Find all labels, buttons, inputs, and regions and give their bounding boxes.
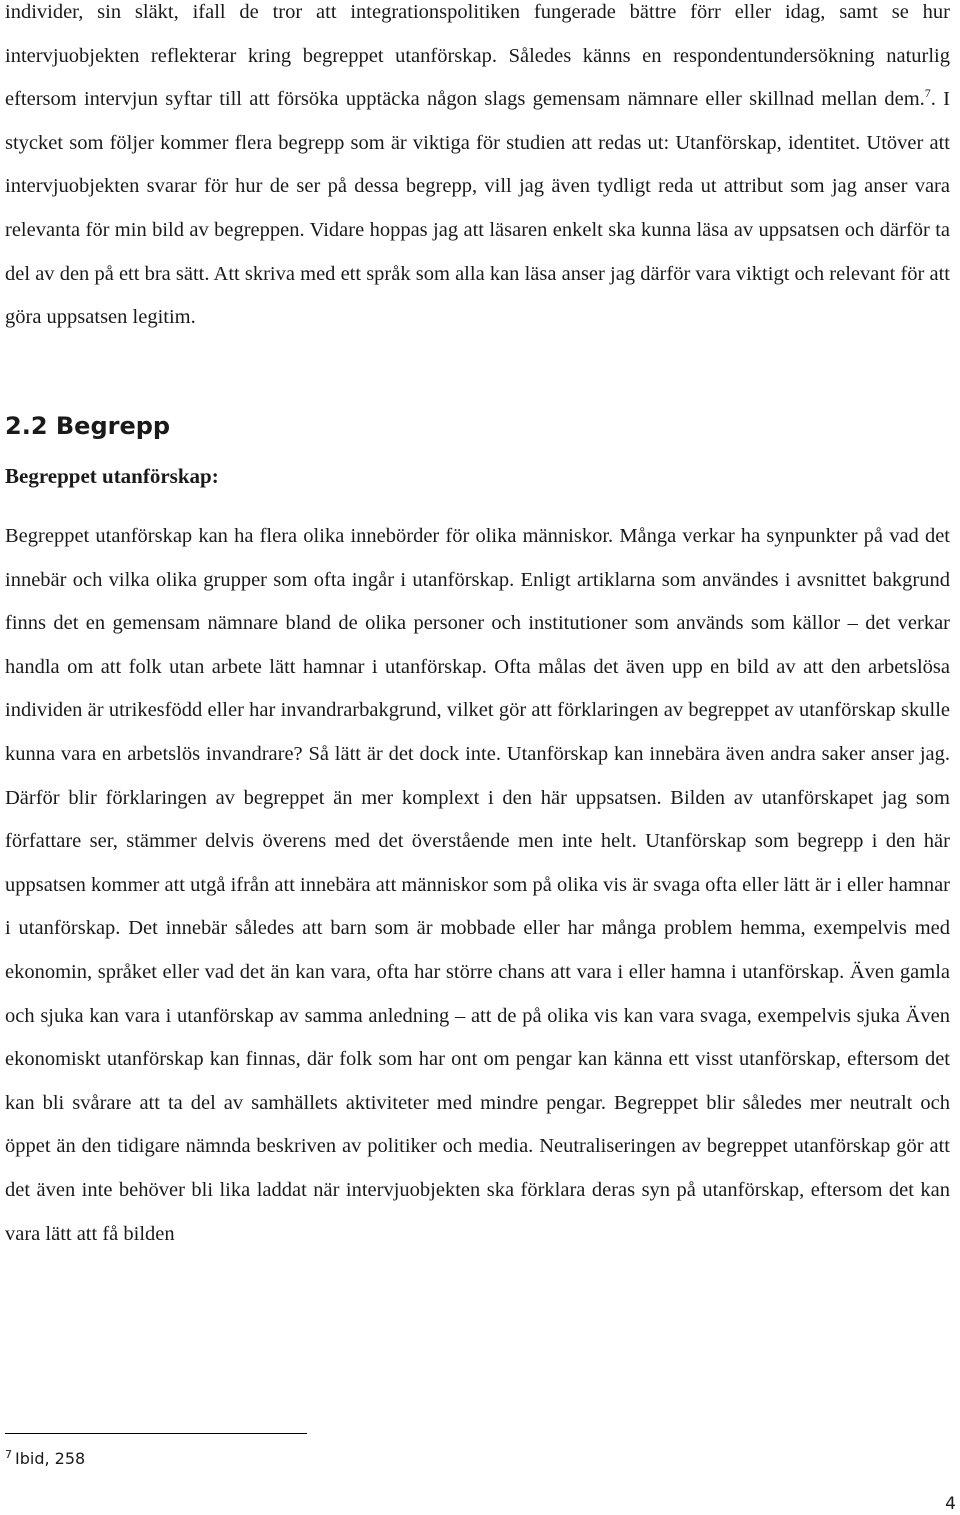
footnote-separator [5,1433,307,1434]
sub-heading: Begreppet utanförskap: [5,464,219,488]
footnote-number: 7 [5,1447,12,1461]
page-number: 4 [945,1494,956,1514]
footnote-reference[interactable]: 7 [924,86,931,101]
footnote-text: Ibid, 258 [15,1449,86,1468]
paragraph-text: . I stycket som följer kommer flera begrepp som är viktiga för studien att redas ut: Utanförskap, identitet. Utöver att intervjuobjekten svarar för hur de ser på dessa begrepp, vill jag även tydligt reda ut attribut som jag anser vara relevanta för min bild av begreppen. Vidare hoppas jag att läsaren enkelt ska kunna läsa av uppsatsen och därför ta del av den på ett bra sätt. Att skriva med ett språk som alla kan läsa anser jag därför vara viktigt och relevant för att göra uppsatsen legitim. [5,88,951,329]
section-heading: 2.2 Begrepp [5,412,171,440]
footnote [5,1446,85,1472]
body-paragraph: Begreppet utanförskap kan ha flera olika innebörder för olika människor. Många verkar ha synpunkter på vad det innebär och vilka olika grupper som ofta ingår i utanförskap. Enligt artiklarna som användes i avsnittet bakgrund finns det en gemensam nämnare bland de olika personer och institutioner som används som källor – det verkar handla om att folk utan arbete lätt hamnar i utanförskap. Ofta målas det även upp en bild av att den arbetslösa individen är utrikesfödd eller har invandrarbakgrund, vilket gör att förklaringen av begreppet av utanförskap skulle kunna vara en arbetslös invandrare? Så lätt är det dock inte. Utanförskap kan innebära även andra saker anser jag. Därför blir förklaringen av begreppet än mer komplext i den här uppsatsen. Bilden av utanförskapet jag som författare ser, stämmer delvis överens med det överstående men inte helt. Utanförskap som begrepp i den här uppsatsen kommer att utgå ifrån att innebära att människor som på olika vis är svaga ofta eller lätt är i eller hamnar i utanförskap. Det innebär således att barn som är mobbade eller har många problem hemma, exempelvis med ekonomin, språket eller vad det än kan vara, ofta har större chans att vara i eller hamna i utanförskap. Även gamla och sjuka kan vara i utanförskap av samma anledning – att de på olika vis kan vara svaga, exempelvis sjuka Även ekonomiskt utanförskap kan finnas, där folk som har ont om pengar kan känna ett visst utanförskap, eftersom det kan bli svårare att ta del av samhällets aktiviteter med mindre pengar. Begreppet blir således mer neutralt och öppet än den tidigare nämnda beskriven av politiker och media. Neutraliseringen av begreppet utanförskap gör att det även inte behöver bli lika laddat när intervjuobjekten ska förklara deras syn på utanförskap, eftersom det kan vara lätt att få bilden [5,525,950,1245]
body-paragraph [5,0,950,340]
paragraph-text: individer, sin släkt, ifall de tror att integrationspolitiken fungerade bättre förr eller idag, samt se hur intervjuobjekten reflekterar kring begreppet utanförskap. Således känns en respondentundersökning naturlig eftersom intervjun syftar till att försöka upptäcka någon slags gemensam nämnare eller skillnad mellan dem. [5,1,950,111]
